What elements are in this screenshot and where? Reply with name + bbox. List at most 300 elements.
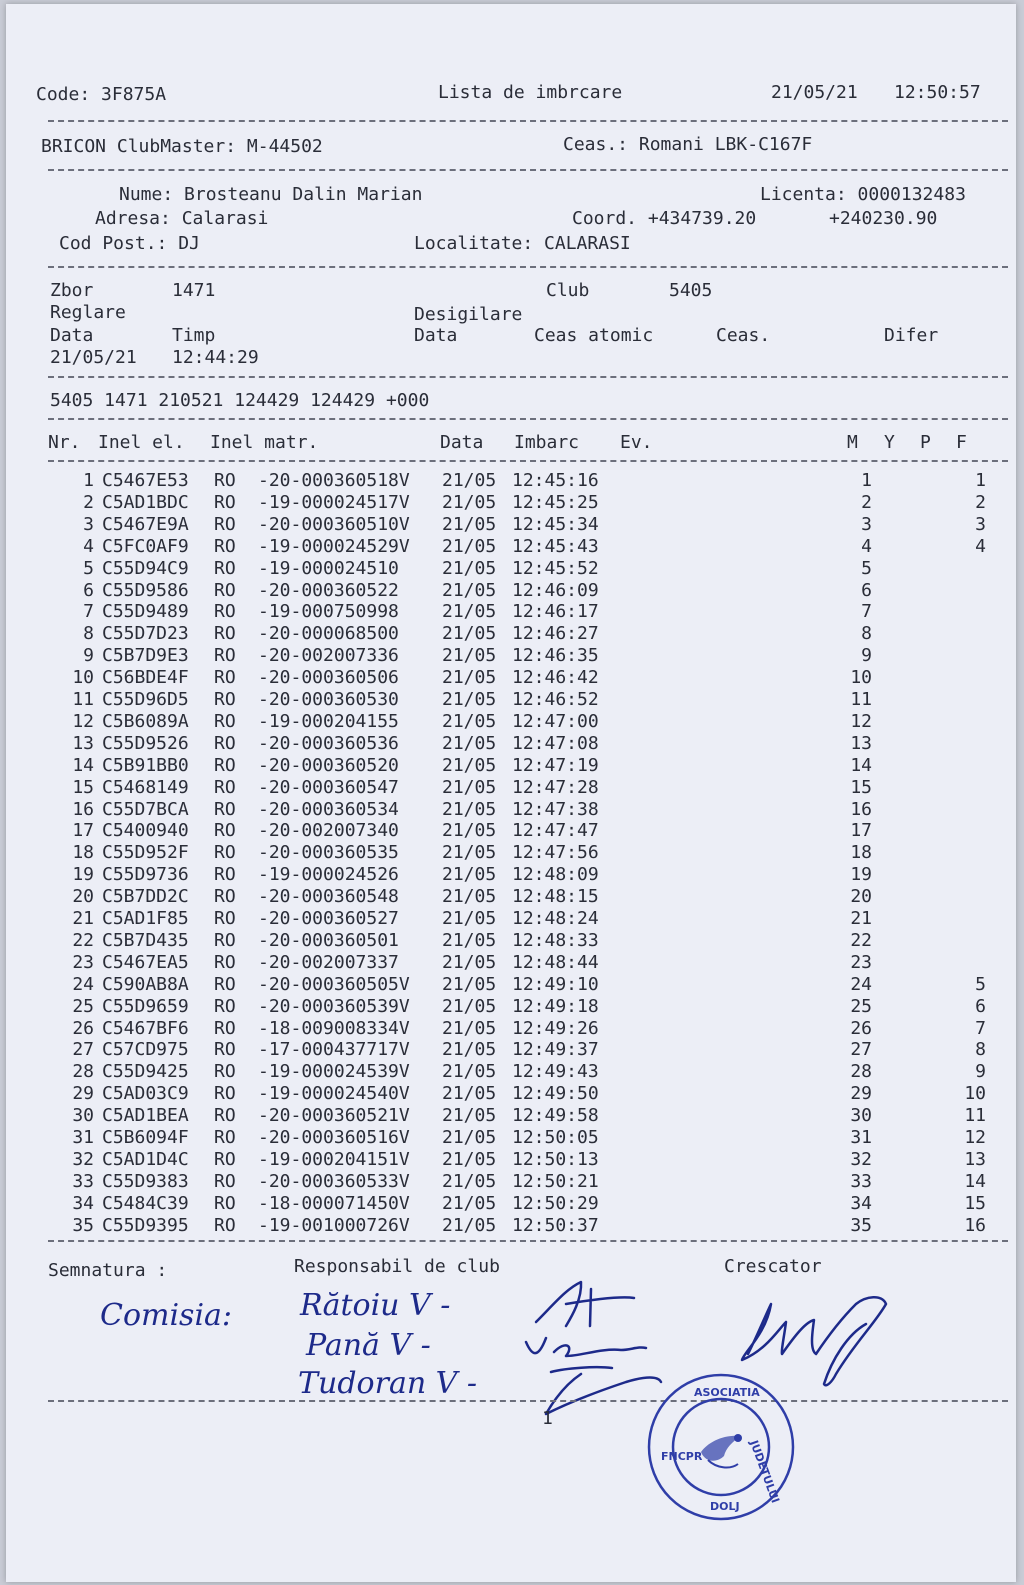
- row-ring-number: -20-000360539V: [258, 995, 410, 1017]
- row-ring-number: -19-000204151V: [258, 1148, 410, 1170]
- row-electronic-ring: C5467E9A: [102, 513, 189, 535]
- row-time: 12:46:27: [512, 623, 599, 645]
- row-electronic-ring: C55D94C9: [102, 557, 189, 579]
- club-responsible-label: Responsabil de club: [294, 1256, 500, 1277]
- row-electronic-ring: C5B6094F: [102, 1127, 189, 1148]
- row-ring-number: -20-000360505V: [258, 973, 410, 995]
- row-ring-number: -20-000360520: [258, 754, 399, 776]
- row-m: 4: [861, 535, 872, 557]
- col-ev: Ev.: [620, 432, 653, 453]
- row-date: 21/05: [442, 1170, 497, 1192]
- row-time: 12:47:47: [512, 820, 599, 842]
- row-date: 21/05: [442, 601, 497, 623]
- row-f: 10: [964, 1083, 986, 1105]
- row-m: 33: [850, 1170, 872, 1192]
- row-country: RO: [214, 908, 236, 929]
- row-date: 21/05: [442, 689, 497, 710]
- row-m: 12: [850, 710, 872, 732]
- row-country: RO: [214, 732, 236, 754]
- document-title: Lista de imbrcare: [438, 82, 623, 103]
- row-m: 1: [861, 470, 872, 491]
- row-m: 30: [850, 1105, 872, 1127]
- row-time: 12:47:08: [512, 732, 599, 754]
- row-electronic-ring: C5B7DD2C: [102, 886, 189, 908]
- signature-strokes: [6, 4, 1016, 1582]
- row-number: 15: [72, 776, 94, 798]
- row-date: 21/05: [442, 798, 497, 820]
- owner-locality: Localitate: CALARASI: [414, 233, 631, 254]
- row-number: 34: [72, 1192, 94, 1214]
- row-ring-number: -20-000360510V: [258, 513, 410, 535]
- row-country: RO: [214, 929, 236, 951]
- row-electronic-ring: C55D9395: [102, 1214, 189, 1236]
- row-country: RO: [214, 776, 236, 798]
- row-number: 8: [83, 623, 94, 645]
- breeder-label: Crescator: [724, 1256, 822, 1277]
- row-m: 32: [850, 1148, 872, 1170]
- row-time: 12:50:37: [512, 1214, 599, 1236]
- row-m: 20: [850, 886, 872, 908]
- owner-address: Adresa: Calarasi: [95, 208, 269, 229]
- row-date: 21/05: [442, 645, 497, 667]
- row-electronic-ring: C55D9489: [102, 601, 189, 623]
- owner-name: Nume: Brosteanu Dalin Marian: [119, 184, 423, 205]
- row-ring-number: -19-000024539V: [258, 1061, 410, 1083]
- row-f: 5: [975, 973, 986, 995]
- row-ring-number: -20-000360535: [258, 842, 399, 864]
- row-time: 12:49:58: [512, 1105, 599, 1127]
- atomic-clock-label: Ceas atomic: [534, 325, 654, 346]
- row-electronic-ring: C5AD1BDC: [102, 491, 189, 513]
- row-number: 22: [72, 929, 94, 951]
- row-time: 12:48:09: [512, 864, 599, 886]
- row-m: 9: [861, 645, 872, 667]
- row-f: 9: [975, 1061, 986, 1083]
- row-m: 10: [850, 667, 872, 689]
- row-country: RO: [214, 1105, 236, 1127]
- row-ring-number: -20-000360522: [258, 579, 399, 601]
- row-m: 2: [861, 491, 872, 513]
- row-country: RO: [214, 864, 236, 886]
- row-country: RO: [214, 535, 236, 557]
- club-label: Club: [546, 280, 590, 301]
- row-number: 21: [72, 908, 94, 929]
- handwritten-commission: Comisia:: [100, 1298, 233, 1333]
- row-electronic-ring: C55D9526: [102, 732, 189, 754]
- row-electronic-ring: C5AD03C9: [102, 1083, 189, 1105]
- row-ring-number: -19-000024529V: [258, 535, 410, 557]
- row-country: RO: [214, 1017, 236, 1039]
- row-country: RO: [214, 1039, 236, 1061]
- row-number: 7: [83, 601, 94, 623]
- date-label: Data: [50, 325, 94, 346]
- row-time: 12:46:52: [512, 689, 599, 710]
- row-time: 12:50:21: [512, 1170, 599, 1192]
- flight-code-line: 5405 1471 210521 124429 124429 +000: [50, 390, 430, 411]
- row-m: 35: [850, 1214, 872, 1236]
- row-time: 12:49:37: [512, 1039, 599, 1061]
- row-number: 9: [83, 645, 94, 667]
- row-date: 21/05: [442, 1039, 497, 1061]
- row-date: 21/05: [442, 557, 497, 579]
- owner-coord-lon: +240230.90: [829, 208, 938, 229]
- row-number: 24: [72, 973, 94, 995]
- row-time: 12:50:13: [512, 1148, 599, 1170]
- row-m: 14: [850, 754, 872, 776]
- row-ring-number: -20-000360547: [258, 776, 399, 798]
- row-date: 21/05: [442, 623, 497, 645]
- row-electronic-ring: C5467EA5: [102, 951, 189, 973]
- row-electronic-ring: C55D96D5: [102, 689, 189, 710]
- row-date: 21/05: [442, 535, 497, 557]
- row-f: 1: [975, 470, 986, 491]
- clubmaster-id: BRICON ClubMaster: M-44502: [41, 136, 323, 157]
- row-number: 12: [72, 710, 94, 732]
- row-date: 21/05: [442, 908, 497, 929]
- row-number: 23: [72, 951, 94, 973]
- row-time: 12:46:42: [512, 667, 599, 689]
- row-f: 7: [975, 1017, 986, 1039]
- row-number: 11: [72, 689, 94, 710]
- setting-label: Reglare: [50, 302, 126, 323]
- row-time: 12:47:00: [512, 710, 599, 732]
- row-m: 34: [850, 1192, 872, 1214]
- row-f: 16: [964, 1214, 986, 1236]
- col-nr: Nr.: [48, 432, 81, 453]
- row-m: 8: [861, 623, 872, 645]
- row-ring-number: -20-000360534: [258, 798, 399, 820]
- row-number: 4: [83, 535, 94, 557]
- unsealing-label: Desigilare: [414, 304, 523, 325]
- row-date: 21/05: [442, 710, 497, 732]
- svg-text:JUDETULUI: JUDETULUI: [747, 1438, 782, 1505]
- col-m: M: [847, 432, 858, 453]
- svg-text:DOLJ: DOLJ: [710, 1500, 740, 1513]
- row-ring-number: -20-000360516V: [258, 1127, 410, 1148]
- row-ring-number: -19-001000726V: [258, 1214, 410, 1236]
- row-number: 10: [72, 667, 94, 689]
- row-time: 12:47:38: [512, 798, 599, 820]
- row-f: 8: [975, 1039, 986, 1061]
- row-ring-number: -20-000360548: [258, 886, 399, 908]
- row-electronic-ring: C5B6089A: [102, 710, 189, 732]
- setting-time: 12:44:29: [172, 347, 259, 368]
- row-country: RO: [214, 1214, 236, 1236]
- club-number: 5405: [669, 280, 713, 301]
- row-m: 21: [850, 908, 872, 929]
- row-date: 21/05: [442, 1061, 497, 1083]
- row-electronic-ring: C55D7D23: [102, 623, 189, 645]
- row-number: 28: [72, 1061, 94, 1083]
- date2-label: Data: [414, 325, 458, 346]
- row-f: 4: [975, 535, 986, 557]
- row-m: 27: [850, 1039, 872, 1061]
- row-number: 35: [72, 1214, 94, 1236]
- row-time: 12:47:56: [512, 842, 599, 864]
- row-ring-number: -19-000024517V: [258, 491, 410, 513]
- row-electronic-ring: C55D9425: [102, 1061, 189, 1083]
- row-date: 21/05: [442, 951, 497, 973]
- page-number: 1: [542, 1408, 553, 1429]
- col-inel-el: Inel el.: [98, 432, 185, 453]
- row-electronic-ring: C5B7D9E3: [102, 645, 189, 667]
- row-date: 21/05: [442, 1214, 497, 1236]
- row-number: 33: [72, 1170, 94, 1192]
- row-number: 19: [72, 864, 94, 886]
- col-p: P: [920, 432, 931, 453]
- row-date: 21/05: [442, 1192, 497, 1214]
- row-number: 14: [72, 754, 94, 776]
- row-country: RO: [214, 667, 236, 689]
- row-date: 21/05: [442, 776, 497, 798]
- row-country: RO: [214, 754, 236, 776]
- row-country: RO: [214, 557, 236, 579]
- row-time: 12:50:05: [512, 1127, 599, 1148]
- row-ring-number: -20-002007340: [258, 820, 399, 842]
- row-electronic-ring: C5467E53: [102, 470, 189, 491]
- row-m: 6: [861, 579, 872, 601]
- row-electronic-ring: C5AD1D4C: [102, 1148, 189, 1170]
- row-ring-number: -20-000360533V: [258, 1170, 410, 1192]
- row-m: 16: [850, 798, 872, 820]
- row-m: 19: [850, 864, 872, 886]
- row-time: 12:49:43: [512, 1061, 599, 1083]
- row-country: RO: [214, 1170, 236, 1192]
- row-country: RO: [214, 1127, 236, 1148]
- row-f: 6: [975, 995, 986, 1017]
- row-ring-number: -20-000360536: [258, 732, 399, 754]
- row-m: 26: [850, 1017, 872, 1039]
- row-electronic-ring: C55D952F: [102, 842, 189, 864]
- row-m: 5: [861, 557, 872, 579]
- row-ring-number: -20-000360527: [258, 908, 399, 929]
- row-country: RO: [214, 579, 236, 601]
- code-label: Code: 3F875A: [36, 84, 167, 105]
- row-date: 21/05: [442, 1127, 497, 1148]
- row-ring-number: -18-009008334V: [258, 1017, 410, 1039]
- row-number: 27: [72, 1039, 94, 1061]
- row-country: RO: [214, 689, 236, 710]
- print-date: 21/05/21: [771, 82, 858, 103]
- row-time: 12:48:44: [512, 951, 599, 973]
- owner-postcode: Cod Post.: DJ: [59, 233, 200, 254]
- row-number: 6: [83, 579, 94, 601]
- row-time: 12:48:33: [512, 929, 599, 951]
- col-f: F: [956, 432, 967, 453]
- row-electronic-ring: C55D9383: [102, 1170, 189, 1192]
- row-electronic-ring: C5B91BB0: [102, 754, 189, 776]
- separator: [48, 1400, 1008, 1402]
- row-ring-number: -20-002007337: [258, 951, 399, 973]
- row-number: 29: [72, 1083, 94, 1105]
- row-time: 12:46:35: [512, 645, 599, 667]
- row-electronic-ring: C55D9659: [102, 995, 189, 1017]
- row-number: 17: [72, 820, 94, 842]
- row-m: 7: [861, 601, 872, 623]
- row-time: 12:49:10: [512, 973, 599, 995]
- row-time: 12:50:29: [512, 1192, 599, 1214]
- row-electronic-ring: C5B7D435: [102, 929, 189, 951]
- row-electronic-ring: C55D7BCA: [102, 798, 189, 820]
- row-country: RO: [214, 601, 236, 623]
- row-date: 21/05: [442, 1017, 497, 1039]
- row-number: 30: [72, 1105, 94, 1127]
- col-data: Data: [440, 432, 484, 453]
- row-f: 2: [975, 491, 986, 513]
- row-electronic-ring: C5484C39: [102, 1192, 189, 1214]
- receipt-paper: [6, 4, 1016, 1582]
- row-ring-number: -19-000750998: [258, 601, 399, 623]
- row-electronic-ring: C590AB8A: [102, 973, 189, 995]
- setting-date: 21/05/21: [50, 347, 137, 368]
- row-country: RO: [214, 645, 236, 667]
- row-time: 12:45:52: [512, 557, 599, 579]
- row-ring-number: -19-000024540V: [258, 1083, 410, 1105]
- row-country: RO: [214, 886, 236, 908]
- row-date: 21/05: [442, 1105, 497, 1127]
- row-electronic-ring: C5467BF6: [102, 1017, 189, 1039]
- row-electronic-ring: C5FC0AF9: [102, 535, 189, 557]
- handwritten-member-3: Tudoran V -: [298, 1366, 478, 1401]
- svg-text:FNCPR: FNCPR: [661, 1450, 703, 1463]
- row-number: 18: [72, 842, 94, 864]
- row-time: 12:45:43: [512, 535, 599, 557]
- row-electronic-ring: C5AD1BEA: [102, 1105, 189, 1127]
- row-time: 12:49:50: [512, 1083, 599, 1105]
- row-m: 18: [850, 842, 872, 864]
- row-country: RO: [214, 470, 236, 491]
- row-number: 13: [72, 732, 94, 754]
- row-ring-number: -20-002007336: [258, 645, 399, 667]
- signature-label: Semnatura :: [48, 1260, 168, 1281]
- row-m: 25: [850, 995, 872, 1017]
- row-number: 16: [72, 798, 94, 820]
- row-f: 11: [964, 1105, 986, 1127]
- row-m: 11: [850, 689, 872, 710]
- row-number: 2: [83, 491, 94, 513]
- row-date: 21/05: [442, 1083, 497, 1105]
- row-ring-number: -19-000024510: [258, 557, 399, 579]
- row-m: 24: [850, 973, 872, 995]
- row-date: 21/05: [442, 886, 497, 908]
- row-time: 12:48:15: [512, 886, 599, 908]
- row-date: 21/05: [442, 929, 497, 951]
- row-country: RO: [214, 798, 236, 820]
- row-date: 21/05: [442, 732, 497, 754]
- row-ring-number: -17-000437717V: [258, 1039, 410, 1061]
- row-country: RO: [214, 973, 236, 995]
- row-m: 31: [850, 1127, 872, 1148]
- row-number: 25: [72, 995, 94, 1017]
- row-m: 3: [861, 513, 872, 535]
- row-ring-number: -20-000360530: [258, 689, 399, 710]
- owner-license: Licenta: 0000132483: [760, 184, 966, 205]
- handwritten-member-1: Rătoiu V -: [300, 1288, 451, 1323]
- row-ring-number: -19-000204155: [258, 710, 399, 732]
- row-electronic-ring: C55D9736: [102, 864, 189, 886]
- row-country: RO: [214, 1083, 236, 1105]
- handwritten-member-2: Pană V -: [306, 1328, 431, 1363]
- row-electronic-ring: C57CD975: [102, 1039, 189, 1061]
- row-m: 13: [850, 732, 872, 754]
- flight-number: 1471: [172, 280, 216, 301]
- row-electronic-ring: C5400940: [102, 820, 189, 842]
- row-country: RO: [214, 951, 236, 973]
- row-f: 15: [964, 1192, 986, 1214]
- row-number: 31: [72, 1127, 94, 1148]
- row-m: 15: [850, 776, 872, 798]
- row-number: 3: [83, 513, 94, 535]
- row-time: 12:45:34: [512, 513, 599, 535]
- row-country: RO: [214, 623, 236, 645]
- row-date: 21/05: [442, 842, 497, 864]
- row-country: RO: [214, 1148, 236, 1170]
- row-country: RO: [214, 491, 236, 513]
- row-number: 32: [72, 1148, 94, 1170]
- row-m: 29: [850, 1083, 872, 1105]
- row-number: 20: [72, 886, 94, 908]
- row-m: 22: [850, 929, 872, 951]
- row-ring-number: -18-000071450V: [258, 1192, 410, 1214]
- row-ring-number: -19-000024526: [258, 864, 399, 886]
- row-electronic-ring: C56BDE4F: [102, 667, 189, 689]
- row-date: 21/05: [442, 995, 497, 1017]
- row-m: 28: [850, 1061, 872, 1083]
- row-date: 21/05: [442, 579, 497, 601]
- row-country: RO: [214, 710, 236, 732]
- row-date: 21/05: [442, 754, 497, 776]
- row-m: 17: [850, 820, 872, 842]
- row-date: 21/05: [442, 667, 497, 689]
- row-f: 13: [964, 1148, 986, 1170]
- col-inel-matr: Inel matr.: [210, 432, 319, 453]
- row-time: 12:48:24: [512, 908, 599, 929]
- row-country: RO: [214, 820, 236, 842]
- row-electronic-ring: C5AD1F85: [102, 908, 189, 929]
- row-time: 12:46:17: [512, 601, 599, 623]
- row-time: 12:49:18: [512, 995, 599, 1017]
- owner-coord-lat: Coord. +434739.20: [572, 208, 757, 229]
- time-label: Timp: [172, 325, 216, 346]
- row-m: 23: [850, 951, 872, 973]
- print-time: 12:50:57: [894, 82, 981, 103]
- row-ring-number: -20-000360501: [258, 929, 399, 951]
- row-number: 1: [83, 470, 94, 491]
- row-country: RO: [214, 513, 236, 535]
- club-stamp-seal: [646, 1372, 796, 1522]
- row-time: 12:47:28: [512, 776, 599, 798]
- row-country: RO: [214, 1061, 236, 1083]
- row-date: 21/05: [442, 1148, 497, 1170]
- row-electronic-ring: C55D9586: [102, 579, 189, 601]
- row-time: 12:49:26: [512, 1017, 599, 1039]
- difference-label: Difer: [884, 325, 939, 346]
- col-y: Y: [884, 432, 895, 453]
- svg-text:ASOCIATIA: ASOCIATIA: [694, 1386, 760, 1399]
- clock-id: Ceas.: Romani LBK-C167F: [563, 134, 813, 155]
- row-f: 12: [964, 1127, 986, 1148]
- row-ring-number: -20-000360518V: [258, 470, 410, 491]
- row-date: 21/05: [442, 820, 497, 842]
- row-ring-number: -20-000068500: [258, 623, 399, 645]
- row-electronic-ring: C5468149: [102, 776, 189, 798]
- flight-label: Zbor: [50, 280, 94, 301]
- row-f: 3: [975, 513, 986, 535]
- row-country: RO: [214, 1192, 236, 1214]
- row-f: 14: [964, 1170, 986, 1192]
- row-date: 21/05: [442, 513, 497, 535]
- col-imbarc: Imbarc: [514, 432, 580, 453]
